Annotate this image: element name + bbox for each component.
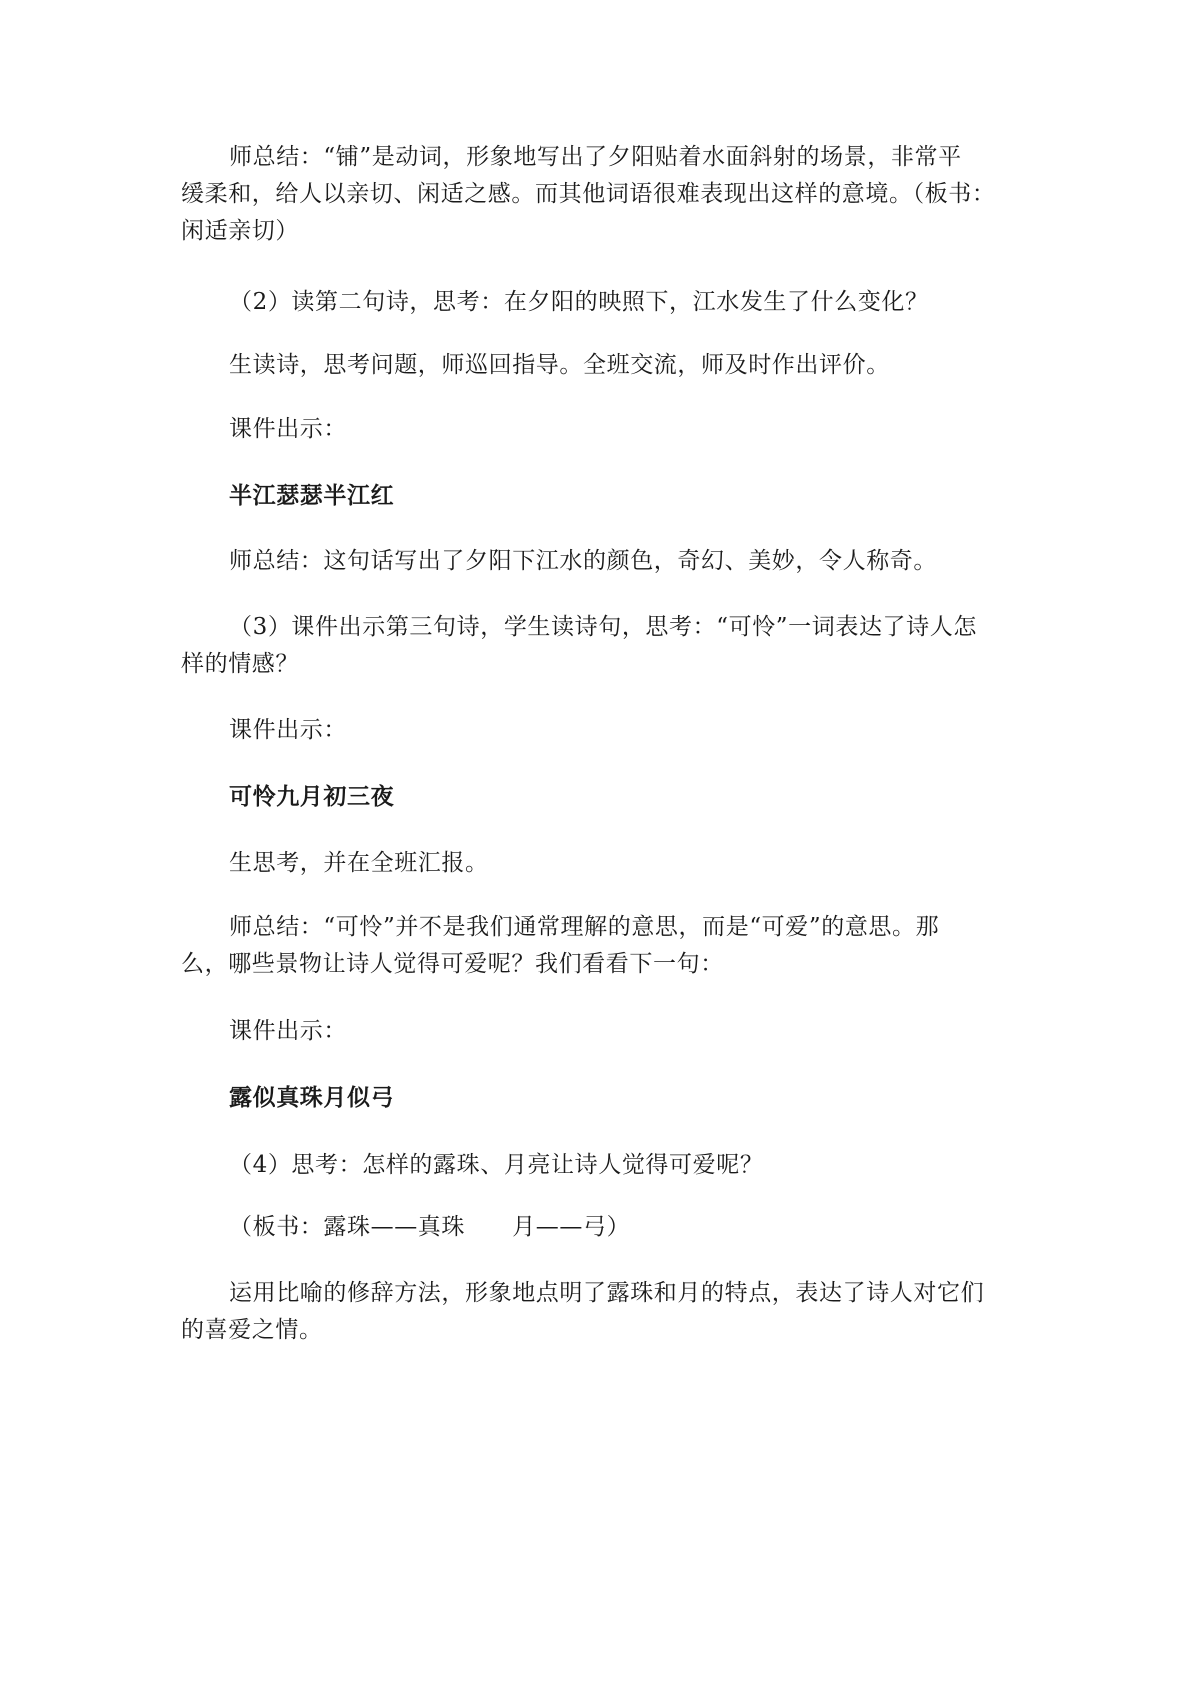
text-line: 师总结：“铺”是动词，形象地写出了夕阳贴着水面斜射的场景，非常平 bbox=[229, 144, 962, 170]
text-line: 么，哪些景物让诗人觉得可爱呢？我们看看下一句： bbox=[181, 951, 724, 977]
poem-line-4: 露似真珠月似弓 bbox=[229, 1085, 395, 1111]
text-line: 闲适亲切） bbox=[181, 218, 299, 244]
paragraph-summary-pu bbox=[181, 139, 1019, 250]
text-line: （3）课件出示第三句诗，学生读诗句，思考：“可怜”一词表达了诗人怎 bbox=[229, 614, 977, 640]
paragraph-blackboard-note: （板书：露珠——真珠 月——弓） bbox=[229, 1214, 631, 1240]
text-line: 师总结：“可怜”并不是我们通常理解的意思，而是“可爱”的意思。那 bbox=[229, 914, 940, 940]
poem-line-3: 可怜九月初三夜 bbox=[229, 784, 395, 810]
paragraph-summary-kelian bbox=[181, 909, 1019, 983]
poem-line-2: 半江瑟瑟半江红 bbox=[229, 483, 395, 509]
paragraph-question-3 bbox=[181, 609, 1019, 683]
text-line: 运用比喻的修辞方法，形象地点明了露珠和月的特点，表达了诗人对它们 bbox=[229, 1280, 985, 1306]
text-line: 样的情感？ bbox=[181, 651, 299, 677]
text-line: 缓柔和，给人以亲切、闲适之感。而其他词语很难表现出这样的意境。（板书： bbox=[181, 181, 996, 207]
paragraph-question-2: （2）读第二句诗，思考：在夕阳的映照下，江水发生了什么变化？ bbox=[229, 289, 929, 315]
paragraph-question-4: （4）思考：怎样的露珠、月亮让诗人觉得可爱呢？ bbox=[229, 1152, 764, 1178]
paragraph-student-report: 生思考，并在全班汇报。 bbox=[229, 850, 489, 876]
paragraph-metaphor-explanation bbox=[181, 1275, 1019, 1349]
paragraph-student-reading: 生读诗，思考问题，师巡回指导。全班交流，师及时作出评价。 bbox=[229, 352, 890, 378]
paragraph-summary-color: 师总结：这句话写出了夕阳下江水的颜色，奇幻、美妙，令人称奇。 bbox=[229, 548, 937, 574]
paragraph-courseware-label: 课件出示： bbox=[229, 416, 347, 442]
text-line: 的喜爱之情。 bbox=[181, 1317, 323, 1343]
paragraph-courseware-label: 课件出示： bbox=[229, 1018, 347, 1044]
paragraph-courseware-label: 课件出示： bbox=[229, 717, 347, 743]
